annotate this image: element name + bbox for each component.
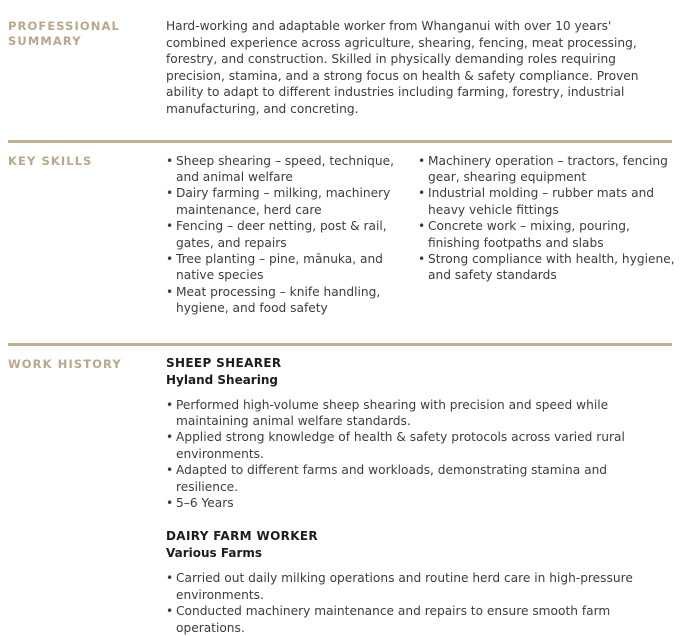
list-item: • Dairy farming – milking, machinery maintenance, herd care: [166, 185, 418, 218]
list-item: • Applied strong knowledge of health & safety protocols across varied rural environments.: [166, 429, 672, 462]
section-label-professional-summary: PROFESSIONAL SUMMARY: [8, 19, 120, 48]
job-title: DAIRY FARM WORKER: [166, 529, 318, 544]
job-responsibilities-list: [166, 397, 672, 512]
spacer-below-skills-divider: [8, 143, 672, 153]
list-item: • Sheep shearing – speed, technique, and animal welfare: [166, 153, 418, 186]
list-item: • Adapted to different farms and workloads, demonstrating stamina and resilience.: [166, 462, 672, 495]
key-skills-right-column: [418, 153, 676, 284]
list-item: • Concrete work – mixing, pouring, finishing footpaths and slabs: [418, 218, 676, 251]
job-title: SHEEP SHEARER: [166, 355, 282, 370]
section-label-work-history: WORK HISTORY: [8, 356, 122, 371]
list-item: • Machinery operation – tractors, fencing gear, shearing equipment: [418, 153, 676, 186]
list-item: • Carried out daily milking operations and routine herd care in high-pressure environments.: [166, 570, 672, 603]
section-work-history: [0, 343, 680, 636]
list-item: • Conducted machinery maintenance and repairs to ensure smooth farm operations.: [166, 603, 672, 636]
key-skills-right-list: [418, 153, 676, 284]
section-key-skills: [0, 140, 680, 317]
job-company: Hyland Shearing: [166, 372, 278, 387]
job-company: Various Farms: [166, 546, 263, 561]
section-professional-summary: [0, 18, 680, 118]
list-item: • Performed high-volume sheep shearing with precision and speed while maintaining animal welfare standards.: [166, 397, 672, 430]
spacer-skills-to-work: [0, 317, 680, 343]
spacer-below-work-divider: [8, 346, 672, 356]
top-spacer: [0, 0, 680, 18]
key-skills-left-list: [166, 153, 418, 317]
professional-summary-text: Hard-working and adaptable worker from Whanganui with over 10 years' combined experience across agriculture, shearing, fencing, meat processing, forestry, and construction. Skilled in physically demanding roles requiring precision, stamina, and a strong focus on health & safety compliance. Proven ability to adapt to different industries including farming, forestry, industrial manufacturing, and concreting.: [166, 19, 639, 116]
list-item: • Meat processing – knife handling, hygiene, and food safety: [166, 284, 418, 317]
list-item: • Industrial molding – rubber mats and heavy vehicle fittings: [418, 185, 676, 218]
job-responsibilities-list: [166, 570, 672, 636]
spacer-summary-to-skills: [0, 118, 680, 140]
section-label-key-skills: KEY SKILLS: [8, 153, 93, 168]
list-item: • 5–6 Years: [166, 495, 672, 511]
work-history-entry: [166, 356, 672, 512]
list-item: • Tree planting – pine, mānuka, and native species: [166, 251, 418, 284]
key-skills-left-column: [166, 153, 418, 317]
list-item: • Strong compliance with health, hygiene, and safety standards: [418, 251, 676, 284]
list-item: • Fencing – deer netting, post & rail, gates, and repairs: [166, 218, 418, 251]
work-history-entry: [166, 529, 672, 636]
